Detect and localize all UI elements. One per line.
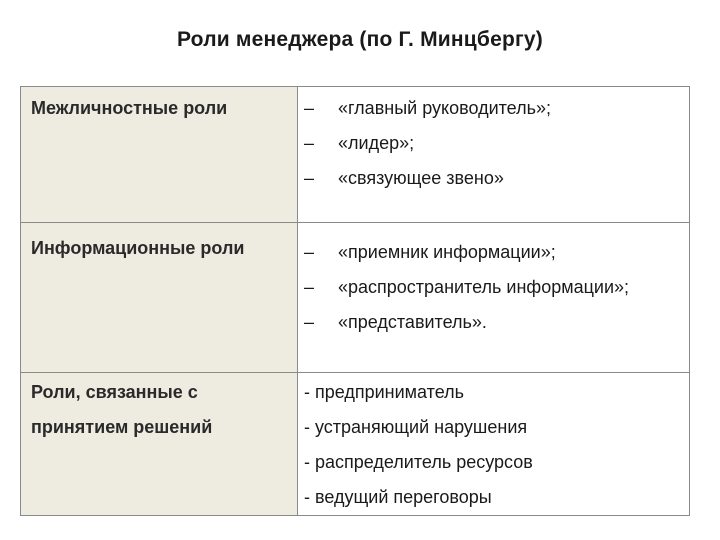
role-list-cell [298, 87, 690, 223]
list-item [304, 235, 689, 270]
list-item [304, 126, 689, 161]
list-dash: – [304, 133, 315, 153]
roles-table [20, 86, 690, 516]
list-dash: – [304, 277, 315, 297]
list-item-text: «лидер»; [338, 133, 415, 153]
list-item [304, 305, 689, 340]
role-category-cell [21, 223, 298, 373]
list-item-text: «приемник информации»; [338, 242, 556, 262]
list-item: - устраняющий нарушения [304, 417, 528, 437]
role-list [304, 235, 689, 340]
role-category-label-line2: принятием решений [31, 417, 213, 437]
table-row-informational [21, 223, 690, 373]
list-item: - ведущий переговоры [304, 487, 492, 507]
role-category-label: Межличностные роли [31, 98, 228, 118]
table-row-interpersonal [21, 87, 690, 223]
list-item-text: «связующее звено» [338, 168, 504, 188]
role-category-cell [21, 87, 298, 223]
table-row-decisional [21, 373, 690, 516]
role-category-cell [21, 373, 298, 516]
list-item: - предприниматель [304, 382, 465, 402]
list-dash: – [304, 242, 315, 262]
list-dash: – [304, 168, 315, 188]
list-item: - распределитель ресурсов [304, 452, 533, 472]
role-list [304, 91, 689, 196]
list-item [304, 91, 689, 126]
role-category-label: Информационные роли [31, 238, 245, 258]
list-item-text: «распространитель информации»; [338, 277, 630, 297]
list-item [304, 270, 689, 305]
list-item-text: «представитель». [338, 312, 487, 332]
role-list-cell [298, 223, 690, 373]
list-dash: – [304, 98, 315, 118]
role-list [304, 375, 689, 515]
list-item-text: «главный руководитель»; [338, 98, 551, 118]
page-title: Роли менеджера (по Г. Минцбергу) [177, 28, 543, 51]
list-item [304, 161, 689, 196]
role-list-cell [298, 373, 690, 516]
role-category-label-line1: Роли, связанные с [31, 382, 198, 402]
list-dash: – [304, 312, 315, 332]
